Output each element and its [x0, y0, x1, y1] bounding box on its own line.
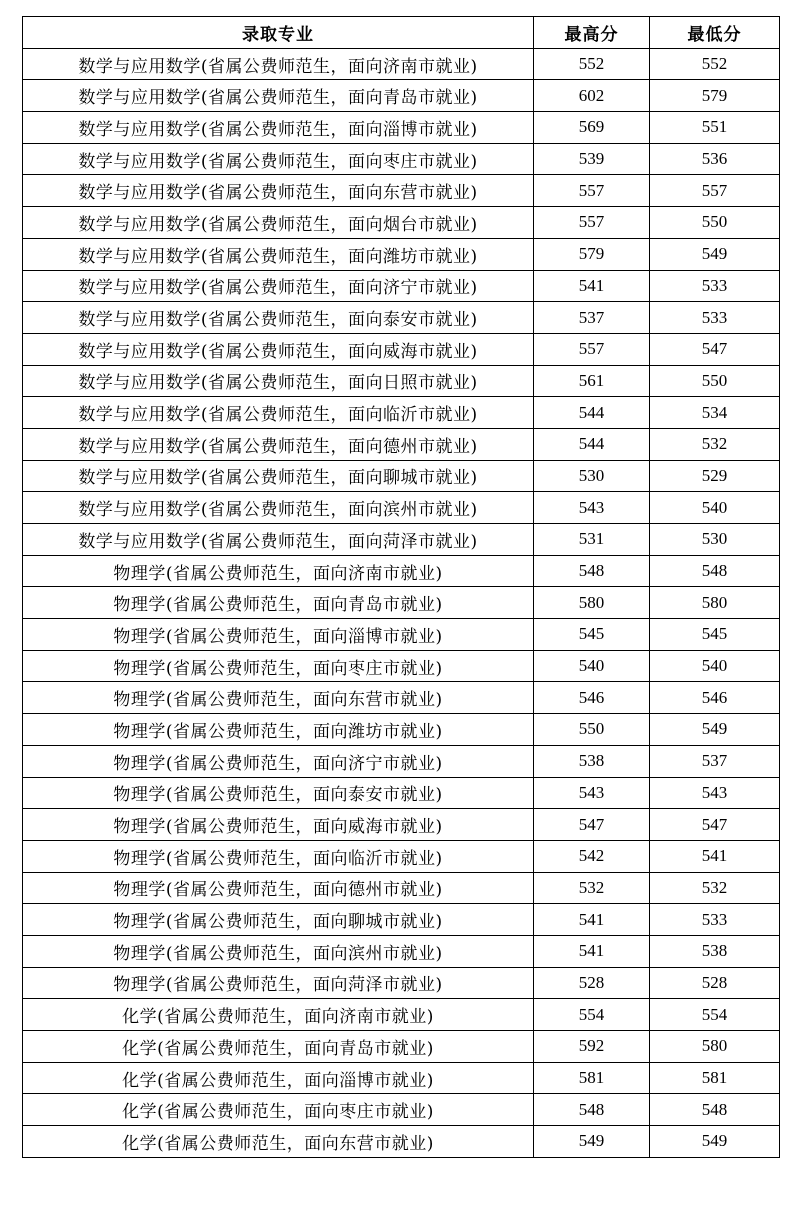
table-row: [23, 650, 780, 682]
min-score-cell: 543: [650, 777, 780, 809]
max-score-cell: 602: [534, 80, 650, 112]
max-score-cell: 542: [534, 840, 650, 872]
max-score-cell: 537: [534, 302, 650, 334]
min-score-cell: 537: [650, 745, 780, 777]
max-score-cell: 531: [534, 524, 650, 556]
max-score-cell: 547: [534, 809, 650, 841]
min-score-cell: 534: [650, 397, 780, 429]
major-cell: 物理学(省属公费师范生，面向菏泽市就业): [23, 967, 534, 999]
major-cell: 化学(省属公费师范生，面向青岛市就业): [23, 1031, 534, 1063]
table-row: [23, 80, 780, 112]
max-score-cell: 538: [534, 745, 650, 777]
major-cell: 数学与应用数学(省属公费师范生，面向滨州市就业): [23, 492, 534, 524]
major-cell: 数学与应用数学(省属公费师范生，面向聊城市就业): [23, 460, 534, 492]
table-row: [23, 1062, 780, 1094]
table-row: [23, 492, 780, 524]
table-row: [23, 397, 780, 429]
major-cell: 数学与应用数学(省属公费师范生，面向淄博市就业): [23, 112, 534, 144]
major-cell: 物理学(省属公费师范生，面向临沂市就业): [23, 840, 534, 872]
major-cell: 物理学(省属公费师范生，面向威海市就业): [23, 809, 534, 841]
min-score-cell: 545: [650, 619, 780, 651]
min-score-cell: 540: [650, 650, 780, 682]
min-score-cell: 550: [650, 207, 780, 239]
min-score-cell: 549: [650, 238, 780, 270]
table-row: [23, 175, 780, 207]
min-score-cell: 547: [650, 333, 780, 365]
min-score-cell: 538: [650, 935, 780, 967]
max-score-cell: 539: [534, 143, 650, 175]
min-score-cell: 547: [650, 809, 780, 841]
min-score-cell: 549: [650, 714, 780, 746]
max-score-cell: 580: [534, 587, 650, 619]
table-row: [23, 935, 780, 967]
table-row: [23, 333, 780, 365]
min-score-cell: 548: [650, 1094, 780, 1126]
min-score-cell: 532: [650, 428, 780, 460]
major-cell: 化学(省属公费师范生，面向枣庄市就业): [23, 1094, 534, 1126]
min-score-cell: 551: [650, 112, 780, 144]
max-score-cell: 592: [534, 1031, 650, 1063]
table-row: [23, 840, 780, 872]
max-score-cell: 528: [534, 967, 650, 999]
max-score-cell: 540: [534, 650, 650, 682]
major-cell: 物理学(省属公费师范生，面向东营市就业): [23, 682, 534, 714]
table-row: [23, 1094, 780, 1126]
table-row: [23, 682, 780, 714]
major-cell: 物理学(省属公费师范生，面向潍坊市就业): [23, 714, 534, 746]
table-row: [23, 302, 780, 334]
max-score-cell: 544: [534, 397, 650, 429]
max-score-cell: 581: [534, 1062, 650, 1094]
major-cell: 化学(省属公费师范生，面向济南市就业): [23, 999, 534, 1031]
max-score-cell: 557: [534, 207, 650, 239]
major-cell: 数学与应用数学(省属公费师范生，面向烟台市就业): [23, 207, 534, 239]
max-score-cell: 557: [534, 175, 650, 207]
min-score-cell: 536: [650, 143, 780, 175]
table-row: [23, 587, 780, 619]
table-row: [23, 745, 780, 777]
major-cell: 物理学(省属公费师范生，面向滨州市就业): [23, 935, 534, 967]
table-row: [23, 1031, 780, 1063]
table-row: [23, 904, 780, 936]
min-score-cell: 580: [650, 587, 780, 619]
major-cell: 物理学(省属公费师范生，面向青岛市就业): [23, 587, 534, 619]
major-cell: 数学与应用数学(省属公费师范生，面向枣庄市就业): [23, 143, 534, 175]
min-score-cell: 580: [650, 1031, 780, 1063]
min-score-cell: 528: [650, 967, 780, 999]
table-row: [23, 207, 780, 239]
major-cell: 数学与应用数学(省属公费师范生，面向潍坊市就业): [23, 238, 534, 270]
max-score-cell: 541: [534, 270, 650, 302]
table-row: [23, 112, 780, 144]
max-score-cell: 541: [534, 935, 650, 967]
max-score-cell: 532: [534, 872, 650, 904]
max-score-cell: 548: [534, 1094, 650, 1126]
min-score-cell: 541: [650, 840, 780, 872]
major-cell: 化学(省属公费师范生，面向淄博市就业): [23, 1062, 534, 1094]
min-score-cell: 550: [650, 365, 780, 397]
min-score-cell: 557: [650, 175, 780, 207]
admission-score-table: [22, 16, 780, 1158]
major-cell: 物理学(省属公费师范生，面向济宁市就业): [23, 745, 534, 777]
min-score-cell: 554: [650, 999, 780, 1031]
major-cell: 数学与应用数学(省属公费师范生，面向济宁市就业): [23, 270, 534, 302]
max-score-cell: 544: [534, 428, 650, 460]
max-score-cell: 561: [534, 365, 650, 397]
max-score-cell: 548: [534, 555, 650, 587]
max-score-cell: 557: [534, 333, 650, 365]
table-row: [23, 619, 780, 651]
major-cell: 数学与应用数学(省属公费师范生，面向济南市就业): [23, 48, 534, 80]
max-score-cell: 569: [534, 112, 650, 144]
min-score-cell: 540: [650, 492, 780, 524]
major-cell: 物理学(省属公费师范生，面向德州市就业): [23, 872, 534, 904]
major-cell: 数学与应用数学(省属公费师范生，面向泰安市就业): [23, 302, 534, 334]
max-score-cell: 549: [534, 1126, 650, 1158]
header-major: 录取专业: [23, 17, 534, 49]
major-cell: 物理学(省属公费师范生，面向聊城市就业): [23, 904, 534, 936]
table-row: [23, 872, 780, 904]
max-score-cell: 543: [534, 777, 650, 809]
table-row: [23, 714, 780, 746]
header-max-score: 最高分: [534, 17, 650, 49]
max-score-cell: 552: [534, 48, 650, 80]
max-score-cell: 543: [534, 492, 650, 524]
major-cell: 物理学(省属公费师范生，面向泰安市就业): [23, 777, 534, 809]
max-score-cell: 550: [534, 714, 650, 746]
min-score-cell: 579: [650, 80, 780, 112]
table-row: [23, 999, 780, 1031]
table-row: [23, 555, 780, 587]
header-row: [23, 17, 780, 49]
table-row: [23, 238, 780, 270]
table-row: [23, 524, 780, 556]
min-score-cell: 533: [650, 302, 780, 334]
min-score-cell: 532: [650, 872, 780, 904]
table-row: [23, 428, 780, 460]
table-row: [23, 777, 780, 809]
min-score-cell: 529: [650, 460, 780, 492]
major-cell: 数学与应用数学(省属公费师范生，面向青岛市就业): [23, 80, 534, 112]
max-score-cell: 545: [534, 619, 650, 651]
major-cell: 物理学(省属公费师范生，面向淄博市就业): [23, 619, 534, 651]
table-row: [23, 460, 780, 492]
major-cell: 物理学(省属公费师范生，面向济南市就业): [23, 555, 534, 587]
major-cell: 数学与应用数学(省属公费师范生，面向威海市就业): [23, 333, 534, 365]
major-cell: 化学(省属公费师范生，面向东营市就业): [23, 1126, 534, 1158]
max-score-cell: 530: [534, 460, 650, 492]
min-score-cell: 552: [650, 48, 780, 80]
table-row: [23, 365, 780, 397]
header-min-score: 最低分: [650, 17, 780, 49]
min-score-cell: 533: [650, 270, 780, 302]
table-row: [23, 967, 780, 999]
min-score-cell: 530: [650, 524, 780, 556]
table-row: [23, 48, 780, 80]
min-score-cell: 549: [650, 1126, 780, 1158]
min-score-cell: 533: [650, 904, 780, 936]
major-cell: 物理学(省属公费师范生，面向枣庄市就业): [23, 650, 534, 682]
table-row: [23, 143, 780, 175]
major-cell: 数学与应用数学(省属公费师范生，面向临沂市就业): [23, 397, 534, 429]
min-score-cell: 581: [650, 1062, 780, 1094]
max-score-cell: 579: [534, 238, 650, 270]
min-score-cell: 548: [650, 555, 780, 587]
major-cell: 数学与应用数学(省属公费师范生，面向东营市就业): [23, 175, 534, 207]
min-score-cell: 546: [650, 682, 780, 714]
table-row: [23, 270, 780, 302]
table-row: [23, 809, 780, 841]
table-body: [23, 48, 780, 1157]
major-cell: 数学与应用数学(省属公费师范生，面向德州市就业): [23, 428, 534, 460]
max-score-cell: 546: [534, 682, 650, 714]
table-row: [23, 1126, 780, 1158]
table-header: [23, 17, 780, 49]
max-score-cell: 541: [534, 904, 650, 936]
major-cell: 数学与应用数学(省属公费师范生，面向菏泽市就业): [23, 524, 534, 556]
max-score-cell: 554: [534, 999, 650, 1031]
major-cell: 数学与应用数学(省属公费师范生，面向日照市就业): [23, 365, 534, 397]
